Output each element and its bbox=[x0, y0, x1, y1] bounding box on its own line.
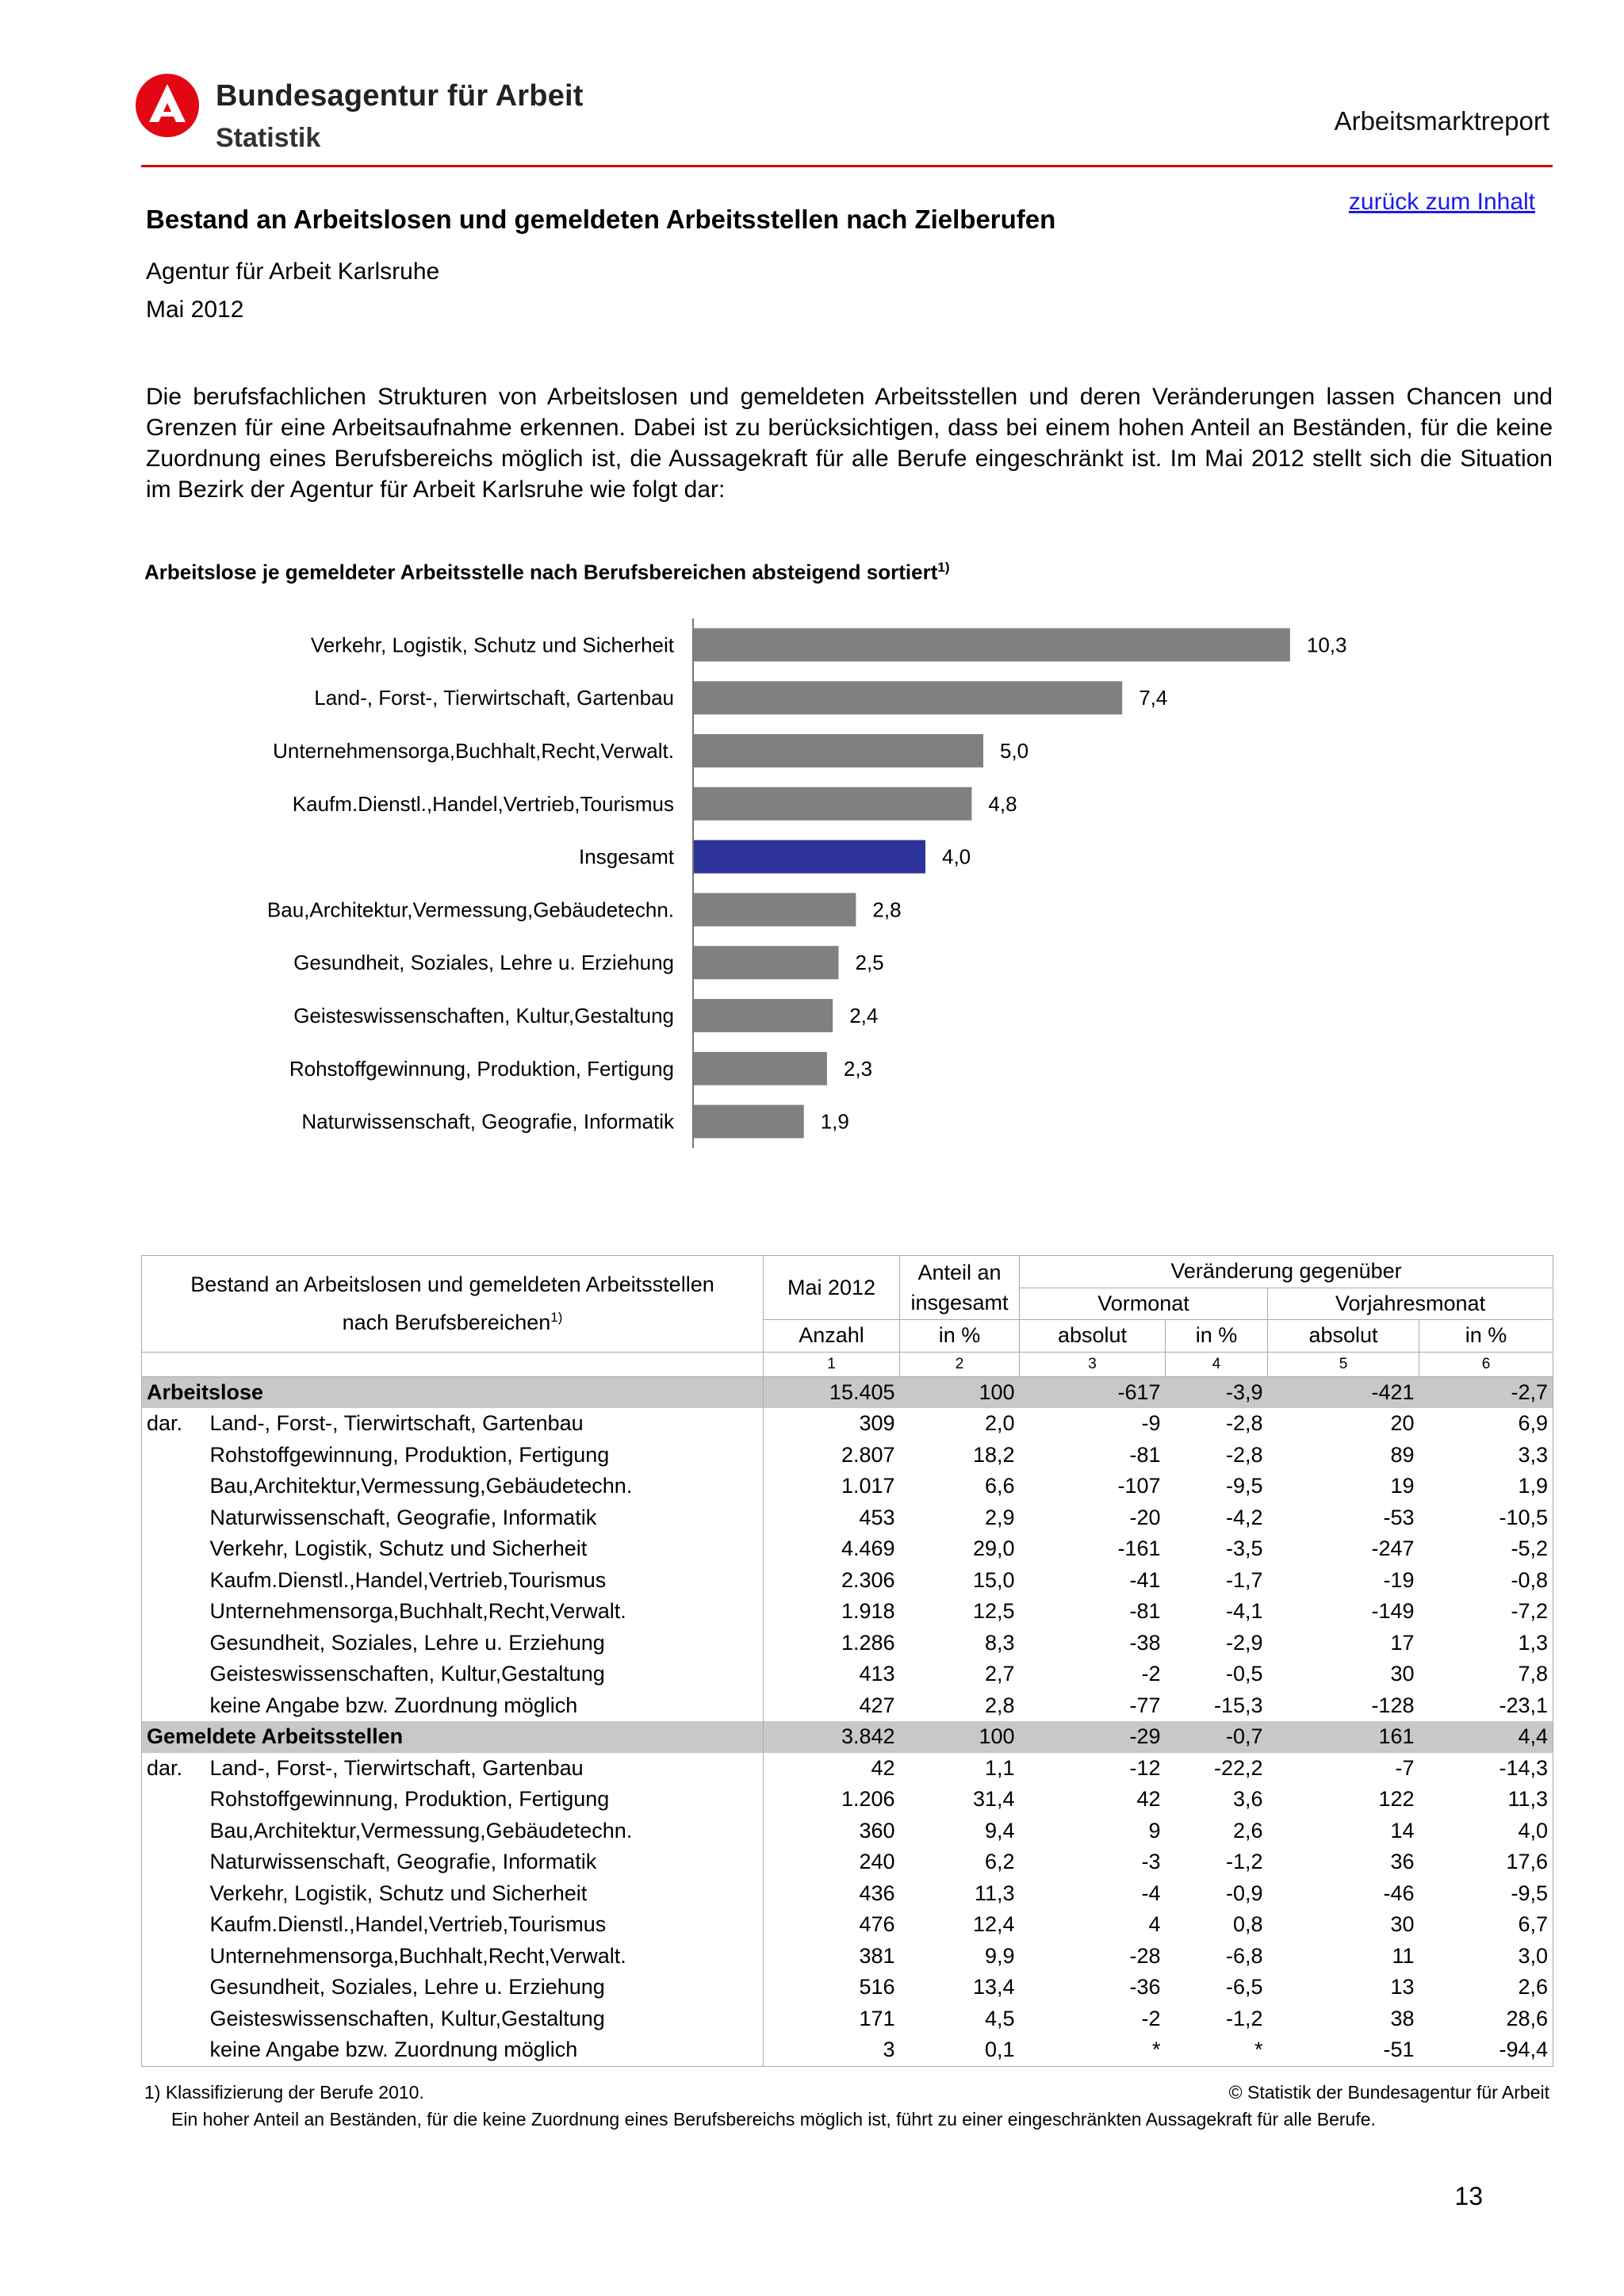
row-prefix-empty bbox=[142, 1816, 205, 1847]
row-value: 413 bbox=[859, 1662, 895, 1686]
row-value: 13 bbox=[1390, 1975, 1415, 1999]
bar bbox=[694, 946, 839, 979]
row-label: Rohstoffgewinnung, Produktion, Fertigung bbox=[205, 1784, 764, 1816]
row-value: 1,3 bbox=[1419, 1628, 1553, 1659]
row-value: -53 bbox=[1383, 1505, 1415, 1529]
bar-value-label: 7,4 bbox=[1139, 686, 1168, 710]
header-divider bbox=[141, 165, 1553, 167]
row-value: 11 bbox=[1392, 1943, 1415, 1968]
row-label: Geisteswissenschaften, Kultur,Gestaltung bbox=[205, 2003, 764, 2035]
row-value: -3 bbox=[1141, 1850, 1161, 1874]
row-value: 6,2 bbox=[984, 1850, 1015, 1874]
table-row bbox=[142, 1659, 1553, 1690]
row-value: -46 bbox=[1383, 1881, 1415, 1905]
bar-chart bbox=[0, 618, 1624, 1173]
copyright-note: © Statistik der Bundesagentur für Arbeit bbox=[1228, 2082, 1549, 2103]
table-row bbox=[142, 1909, 1553, 1941]
chart-title-footnote-mark: 1) bbox=[937, 560, 950, 575]
row-value: 2,0 bbox=[984, 1411, 1015, 1436]
column-number: 1 bbox=[764, 1352, 900, 1376]
bar-value-label: 2,8 bbox=[872, 897, 902, 922]
row-value: -7,2 bbox=[1419, 1596, 1553, 1628]
bar bbox=[694, 681, 1122, 714]
row-value: 171 bbox=[859, 2006, 895, 2030]
row-label: Naturwissenschaft, Geografie, Informatik bbox=[205, 1846, 764, 1878]
row-prefix-empty bbox=[142, 1784, 205, 1816]
row-value: 14 bbox=[1390, 1818, 1415, 1843]
table-row bbox=[142, 1471, 1553, 1502]
row-value: -10,5 bbox=[1419, 1502, 1553, 1534]
table-row bbox=[142, 1753, 1553, 1785]
group-value: 100 bbox=[900, 1376, 1020, 1408]
bar-category-label: Verkehr, Logistik, Schutz und Sicherheit bbox=[310, 633, 674, 657]
row-value: 6,9 bbox=[1419, 1408, 1553, 1440]
row-value: -2 bbox=[1141, 2006, 1161, 2030]
column-number: 4 bbox=[1166, 1352, 1268, 1376]
row-prefix-empty bbox=[142, 1533, 205, 1565]
row-prefix-empty bbox=[142, 1659, 205, 1690]
row-value: -9,5 bbox=[1419, 1878, 1553, 1910]
row-label: Verkehr, Logistik, Schutz und Sicherheit bbox=[205, 1533, 764, 1565]
group-row bbox=[142, 1721, 1553, 1753]
row-value: 12,5 bbox=[972, 1599, 1015, 1624]
bar-value-label: 10,3 bbox=[1306, 633, 1347, 657]
header-vorjahr-absolut: absolut bbox=[1268, 1320, 1419, 1353]
table-caption-cell bbox=[142, 1256, 764, 1353]
bar bbox=[694, 840, 925, 874]
row-value: 1.206 bbox=[841, 1787, 895, 1812]
intro-paragraph: Die berufsfachlichen Strukturen von Arbeitslosen und gemeldeten Arbeitsstellen und deren Veränderungen lassen Chancen und Grenzen für eine Arbeitsaufnahme erkennen. Dabei ist zu berücksichtigen, dass bei einem hohen Anteil an Beständen, für die keine Zuordnung eines Berufsbereichs möglich ist, die Aussagekraft für alle Berufe eingeschränkt ist. Im Mai 2012 stellt sich die Situation im Bezirk der Agentur für Arbeit Karlsruhe wie folgt dar: bbox=[146, 384, 1553, 503]
group-value: 161 bbox=[1268, 1721, 1419, 1753]
bar bbox=[694, 893, 856, 926]
row-value: -23,1 bbox=[1419, 1690, 1553, 1722]
row-value: -15,3 bbox=[1213, 1693, 1263, 1717]
row-value: 36 bbox=[1390, 1850, 1415, 1874]
row-label: Unternehmensorga,Buchhalt,Recht,Verwalt. bbox=[205, 1596, 764, 1628]
row-value: 30 bbox=[1390, 1662, 1415, 1686]
header-spacer bbox=[142, 1352, 764, 1376]
row-label: Geisteswissenschaften, Kultur,Gestaltung bbox=[205, 1659, 764, 1690]
bar-category-label: Rohstoffgewinnung, Produktion, Fertigung bbox=[289, 1056, 674, 1081]
row-value: -77 bbox=[1129, 1693, 1161, 1717]
group-value: -0,7 bbox=[1166, 1721, 1268, 1753]
header-vorjahr: Vorjahresmonat bbox=[1268, 1288, 1553, 1320]
row-value: 2,6 bbox=[1232, 1818, 1263, 1843]
row-prefix-empty bbox=[142, 1972, 205, 2003]
row-prefix: dar. bbox=[142, 1753, 205, 1785]
row-prefix-empty bbox=[142, 1690, 205, 1722]
row-value: -7 bbox=[1395, 1755, 1415, 1780]
row-value: -6,5 bbox=[1225, 1975, 1263, 1999]
row-value: -12 bbox=[1129, 1755, 1161, 1780]
row-label: Gesundheit, Soziales, Lehre u. Erziehung bbox=[205, 1972, 764, 2003]
row-value: * bbox=[1166, 2034, 1268, 2066]
row-value: 20 bbox=[1390, 1411, 1415, 1436]
header-anteil: Anteil an insgesamt bbox=[900, 1256, 1020, 1320]
data-table bbox=[141, 1255, 1553, 2067]
row-value: -1,7 bbox=[1225, 1567, 1263, 1592]
row-label: Bau,Architektur,Vermessung,Gebäudetechn. bbox=[205, 1816, 764, 1847]
bar-value-label: 2,3 bbox=[843, 1056, 873, 1081]
row-value: -9 bbox=[1141, 1411, 1161, 1436]
row-value: 8,3 bbox=[984, 1630, 1015, 1655]
column-number: 3 bbox=[1020, 1352, 1166, 1376]
row-value: 42 bbox=[1136, 1787, 1161, 1812]
row-prefix-empty bbox=[142, 1878, 205, 1910]
row-value: 2,7 bbox=[984, 1662, 1015, 1686]
row-value: 0,8 bbox=[1232, 1912, 1263, 1937]
back-to-contents-link[interactable]: zurück zum Inhalt bbox=[1348, 189, 1535, 215]
bar-value-label: 5,0 bbox=[1000, 739, 1029, 763]
header-vormonat: Vormonat bbox=[1020, 1288, 1268, 1320]
row-value: 4 bbox=[1148, 1912, 1161, 1937]
row-label: Kaufm.Dienstl.,Handel,Vertrieb,Tourismus bbox=[205, 1909, 764, 1941]
page-title: Bestand an Arbeitslosen und gemeldeten Arbeitsstellen nach Zielberufen bbox=[146, 205, 1056, 234]
row-value: 516 bbox=[859, 1975, 895, 1999]
bar-value-label: 1,9 bbox=[820, 1109, 849, 1134]
row-prefix-empty bbox=[142, 1628, 205, 1659]
row-value: -20 bbox=[1129, 1505, 1161, 1529]
bar-value-label: 2,5 bbox=[855, 951, 884, 975]
row-value: 18,2 bbox=[972, 1442, 1015, 1467]
row-value: -1,2 bbox=[1225, 2006, 1263, 2030]
row-value: 2.807 bbox=[841, 1442, 895, 1467]
ba-logo-icon bbox=[135, 73, 200, 138]
row-value: -2,8 bbox=[1225, 1442, 1263, 1467]
row-value: 381 bbox=[859, 1943, 895, 1968]
row-value: 30 bbox=[1390, 1912, 1415, 1937]
row-value: 3,3 bbox=[1419, 1440, 1553, 1471]
bar-category-label: Kaufm.Dienstl.,Handel,Vertrieb,Tourismus bbox=[292, 791, 674, 816]
bar-value-label: 4,0 bbox=[942, 844, 971, 869]
bar bbox=[694, 1052, 827, 1085]
bar-category-label: Insgesamt bbox=[579, 844, 674, 869]
row-value: 240 bbox=[859, 1850, 895, 1874]
row-value: 360 bbox=[859, 1818, 895, 1843]
row-prefix-empty bbox=[142, 2034, 205, 2066]
row-value: -4 bbox=[1141, 1881, 1161, 1905]
row-prefix-empty bbox=[142, 1565, 205, 1597]
header-mai: Mai 2012 bbox=[764, 1256, 900, 1320]
table-row bbox=[142, 1565, 1553, 1597]
row-prefix-empty bbox=[142, 1471, 205, 1502]
row-value: -3,5 bbox=[1225, 1536, 1263, 1561]
row-value: 476 bbox=[859, 1912, 895, 1937]
group-value: -29 bbox=[1020, 1721, 1166, 1753]
bar-category-label: Gesundheit, Soziales, Lehre u. Erziehung bbox=[293, 951, 674, 975]
group-value: 4,4 bbox=[1419, 1721, 1553, 1753]
row-value: 3 bbox=[764, 2034, 900, 2066]
row-value: 13,4 bbox=[972, 1975, 1015, 1999]
row-prefix-empty bbox=[142, 1846, 205, 1878]
row-value: 3,6 bbox=[1232, 1787, 1263, 1812]
row-value: 2.306 bbox=[841, 1567, 895, 1592]
group-value: 100 bbox=[900, 1721, 1020, 1753]
row-value: -149 bbox=[1371, 1599, 1415, 1624]
bar-category-label: Land-, Forst-, Tierwirtschaft, Gartenbau bbox=[314, 686, 674, 710]
row-value: 9,9 bbox=[984, 1943, 1015, 1968]
row-label: Unternehmensorga,Buchhalt,Recht,Verwalt. bbox=[205, 1941, 764, 1973]
row-value: 2,9 bbox=[984, 1505, 1015, 1529]
row-value: 15,0 bbox=[972, 1567, 1015, 1592]
row-value: 4,0 bbox=[1419, 1816, 1553, 1847]
table-caption-footnote-mark: 1) bbox=[550, 1310, 563, 1326]
row-value: -14,3 bbox=[1419, 1753, 1553, 1785]
table-row bbox=[142, 1941, 1553, 1973]
row-value: -247 bbox=[1371, 1536, 1415, 1561]
header-anzahl: Anzahl bbox=[764, 1320, 900, 1353]
row-value: 4.469 bbox=[841, 1536, 895, 1561]
table-row bbox=[142, 1784, 1553, 1816]
row-value: 9 bbox=[1148, 1818, 1161, 1843]
row-prefix-empty bbox=[142, 2003, 205, 2035]
row-value: -94,4 bbox=[1419, 2034, 1553, 2066]
row-value: -4,2 bbox=[1225, 1505, 1263, 1529]
row-value: -0,9 bbox=[1225, 1881, 1263, 1905]
bar bbox=[694, 734, 983, 767]
bar-value-label: 4,8 bbox=[988, 791, 1017, 816]
row-value: 38 bbox=[1390, 2006, 1415, 2030]
row-value: 12,4 bbox=[972, 1912, 1015, 1937]
header-veraenderung: Veränderung gegenüber bbox=[1020, 1256, 1553, 1288]
row-value: 19 bbox=[1390, 1474, 1415, 1498]
report-month: Mai 2012 bbox=[146, 297, 244, 323]
row-value: -0,5 bbox=[1225, 1662, 1263, 1686]
row-label: Rohstoffgewinnung, Produktion, Fertigung bbox=[205, 1440, 764, 1471]
row-value: -1,2 bbox=[1225, 1850, 1263, 1874]
table-row bbox=[142, 1408, 1553, 1440]
bar-category-label: Naturwissenschaft, Geografie, Informatik bbox=[301, 1109, 674, 1134]
row-value: 3,0 bbox=[1419, 1941, 1553, 1973]
group-value: -2,7 bbox=[1419, 1376, 1553, 1408]
row-prefix: dar. bbox=[142, 1408, 205, 1440]
row-value: -81 bbox=[1129, 1599, 1161, 1624]
row-value: * bbox=[1020, 2034, 1166, 2066]
bar-category-label: Bau,Architektur,Vermessung,Gebäudetechn. bbox=[266, 897, 674, 922]
row-value: -51 bbox=[1268, 2034, 1419, 2066]
report-label: Arbeitsmarktreport bbox=[1334, 106, 1549, 136]
table-row bbox=[142, 1502, 1553, 1534]
row-value: 2,8 bbox=[984, 1693, 1015, 1717]
row-value: -107 bbox=[1117, 1474, 1161, 1498]
row-value: 42 bbox=[871, 1755, 895, 1780]
row-value: -2,8 bbox=[1225, 1411, 1263, 1436]
row-label: Verkehr, Logistik, Schutz und Sicherheit bbox=[205, 1878, 764, 1910]
row-value: 28,6 bbox=[1419, 2003, 1553, 2035]
row-value: 453 bbox=[859, 1505, 895, 1529]
row-value: -22,2 bbox=[1213, 1755, 1263, 1780]
group-label: Arbeitslose bbox=[142, 1376, 764, 1408]
row-value: -36 bbox=[1129, 1975, 1161, 1999]
row-value: 6,7 bbox=[1419, 1909, 1553, 1941]
table-row bbox=[142, 1816, 1553, 1847]
row-value: -4,1 bbox=[1225, 1599, 1263, 1624]
bar bbox=[694, 787, 971, 821]
row-label: Bau,Architektur,Vermessung,Gebäudetechn. bbox=[205, 1471, 764, 1502]
table-row bbox=[142, 2003, 1553, 2035]
row-label: Naturwissenschaft, Geografie, Informatik bbox=[205, 1502, 764, 1534]
org-subtitle: Statistik bbox=[216, 123, 321, 153]
row-value: 436 bbox=[859, 1881, 895, 1905]
row-prefix-empty bbox=[142, 1941, 205, 1973]
table-row bbox=[142, 1878, 1553, 1910]
group-row bbox=[142, 1376, 1553, 1408]
row-value: 1.918 bbox=[841, 1599, 895, 1624]
table-row bbox=[142, 1972, 1553, 2003]
chart-title bbox=[144, 560, 950, 585]
bar-value-label: 2,4 bbox=[849, 1004, 879, 1027]
row-label: Kaufm.Dienstl.,Handel,Vertrieb,Tourismus bbox=[205, 1565, 764, 1597]
row-value: 122 bbox=[1378, 1787, 1415, 1812]
group-value: 3.842 bbox=[764, 1721, 900, 1753]
bar bbox=[694, 628, 1290, 661]
table-row bbox=[142, 1846, 1553, 1878]
row-value: 9,4 bbox=[984, 1818, 1015, 1843]
footnote-1: 1) Klassifizierung der Berufe 2010. bbox=[144, 2082, 424, 2103]
table-row bbox=[142, 1596, 1553, 1628]
bar bbox=[694, 999, 833, 1032]
group-label: Gemeldete Arbeitsstellen bbox=[142, 1721, 764, 1753]
table-caption-line2: nach Berufsbereichen bbox=[342, 1311, 551, 1335]
row-value: 0,1 bbox=[900, 2034, 1020, 2066]
bar-category-label: Geisteswissenschaften, Kultur,Gestaltung bbox=[293, 1004, 674, 1027]
row-label: keine Angabe bzw. Zuordnung möglich bbox=[205, 1690, 764, 1722]
row-value: 1.017 bbox=[841, 1474, 895, 1498]
row-value: -28 bbox=[1129, 1943, 1161, 1968]
row-value: 427 bbox=[859, 1693, 895, 1717]
row-value: -128 bbox=[1371, 1693, 1415, 1717]
row-value: -9,5 bbox=[1225, 1474, 1263, 1498]
row-value: -2 bbox=[1141, 1662, 1161, 1686]
group-value: -617 bbox=[1020, 1376, 1166, 1408]
row-value: 11,3 bbox=[974, 1881, 1015, 1905]
row-value: 29,0 bbox=[972, 1536, 1015, 1561]
row-value: 1,9 bbox=[1419, 1471, 1553, 1502]
row-label: Land-, Forst-, Tierwirtschaft, Gartenbau bbox=[205, 1753, 764, 1785]
group-value: -3,9 bbox=[1166, 1376, 1268, 1408]
row-value: -19 bbox=[1383, 1567, 1415, 1592]
group-value: -421 bbox=[1268, 1376, 1419, 1408]
table-body bbox=[142, 1376, 1553, 2066]
row-value: 4,5 bbox=[984, 2006, 1015, 2030]
footnote-2: Ein hoher Anteil an Beständen, für die keine Zuordnung eines Berufsbereichs möglich ist, führt zu einer eingeschränkten Aussagekraft für alle Berufe. bbox=[171, 2109, 1376, 2130]
column-number: 5 bbox=[1268, 1352, 1419, 1376]
row-prefix-empty bbox=[142, 1502, 205, 1534]
bar bbox=[694, 1105, 804, 1138]
row-label: Land-, Forst-, Tierwirtschaft, Gartenbau bbox=[205, 1408, 764, 1440]
row-value: 7,8 bbox=[1419, 1659, 1553, 1690]
table-row bbox=[142, 2034, 1553, 2066]
page-number: 13 bbox=[1454, 2182, 1483, 2210]
row-value: 89 bbox=[1390, 1442, 1415, 1467]
row-value: 6,6 bbox=[984, 1474, 1015, 1498]
table-row bbox=[142, 1440, 1553, 1471]
header-vormonat-pct: in % bbox=[1166, 1320, 1268, 1353]
row-label: Gesundheit, Soziales, Lehre u. Erziehung bbox=[205, 1628, 764, 1659]
row-value: -81 bbox=[1129, 1442, 1161, 1467]
column-number: 6 bbox=[1419, 1352, 1553, 1376]
column-number: 2 bbox=[900, 1352, 1020, 1376]
table-row bbox=[142, 1533, 1553, 1565]
agency-name: Agentur für Arbeit Karlsruhe bbox=[146, 258, 440, 285]
header-vormonat-absolut: absolut bbox=[1020, 1320, 1166, 1353]
row-value: -0,8 bbox=[1419, 1565, 1553, 1597]
row-value: 1,1 bbox=[984, 1755, 1015, 1780]
table-caption-line1: Bestand an Arbeitslosen und gemeldeten Arbeitsstellen bbox=[190, 1272, 714, 1297]
row-value: 31,4 bbox=[972, 1787, 1015, 1812]
table-row bbox=[142, 1628, 1553, 1659]
header-anteil-pct: in % bbox=[900, 1320, 1020, 1353]
header-vorjahr-pct: in % bbox=[1419, 1320, 1553, 1353]
row-label: keine Angabe bzw. Zuordnung möglich bbox=[205, 2034, 764, 2066]
group-value: 15.405 bbox=[764, 1376, 900, 1408]
row-value: 17 bbox=[1390, 1630, 1415, 1655]
row-value: -41 bbox=[1129, 1567, 1161, 1592]
row-value: -38 bbox=[1129, 1630, 1161, 1655]
row-prefix-empty bbox=[142, 1596, 205, 1628]
row-prefix-empty bbox=[142, 1909, 205, 1941]
bar-category-label: Unternehmensorga,Buchhalt,Recht,Verwalt. bbox=[273, 739, 674, 763]
table-row bbox=[142, 1690, 1553, 1722]
row-value: 2,6 bbox=[1419, 1972, 1553, 2003]
org-name: Bundesagentur für Arbeit bbox=[216, 79, 584, 113]
row-value: -161 bbox=[1117, 1536, 1161, 1561]
row-prefix-empty bbox=[142, 1440, 205, 1471]
row-value: 17,6 bbox=[1419, 1846, 1553, 1878]
row-value: 11,3 bbox=[1419, 1784, 1553, 1816]
row-value: -6,8 bbox=[1225, 1943, 1263, 1968]
chart-title-text: Arbeitslose je gemeldeter Arbeitsstelle nach Berufsbereichen absteigend sortiert bbox=[144, 560, 938, 584]
row-value: -5,2 bbox=[1419, 1533, 1553, 1565]
row-value: 1.286 bbox=[841, 1630, 895, 1655]
row-value: -2,9 bbox=[1225, 1630, 1263, 1655]
row-value: 309 bbox=[859, 1411, 895, 1436]
